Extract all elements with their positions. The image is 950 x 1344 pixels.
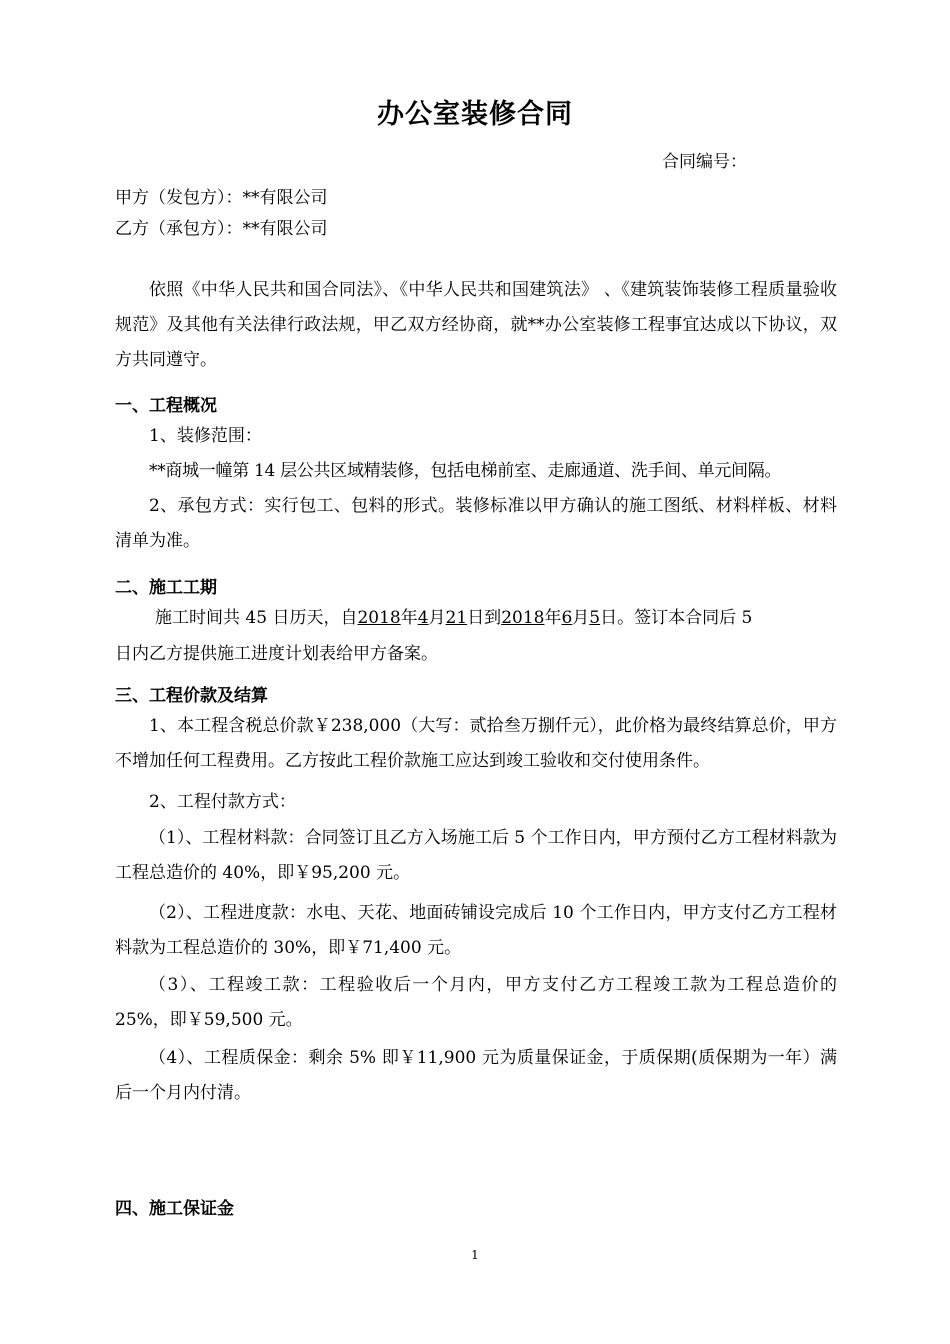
end-year: 2018: [501, 608, 545, 628]
payment-label: 2、工程付款方式：: [149, 792, 296, 812]
page-number: 1: [471, 1248, 479, 1262]
section1-heading: 一、工程概况: [115, 396, 217, 416]
start-year: 2018: [357, 608, 401, 628]
contract-number-label: 合同编号：: [662, 152, 747, 172]
schedule-line-2: 日内乙方提供施工进度计划表给甲方备案。: [115, 644, 438, 664]
scope-detail: **商城一幢第 14 层公共区域精装修，包括电梯前室、走廊通道、洗手间、单元间隔。: [149, 461, 782, 481]
document-title: 办公室装修合同: [377, 99, 573, 130]
scope-label: 1、装修范围：: [149, 426, 262, 446]
section4-heading: 四、施工保证金: [115, 1199, 234, 1219]
payment-2: （2）、工程进度款：水电、天花、地面砖铺设完成后 10 个工作日内，甲方支付乙方工程材料款为工程总造价的 30%，即￥71,400 元。: [115, 903, 837, 958]
schedule-text-2: 日。签订本合同后 5: [600, 608, 753, 628]
party-a: 甲方（发包方）：**有限公司: [115, 188, 328, 208]
schedule-line-1: [115, 601, 877, 636]
year-unit-2: 年: [544, 608, 562, 628]
section3-heading: 三、工程价款及结算: [115, 686, 268, 706]
month-unit-2: 月: [572, 608, 590, 628]
payment-3: （3）、工程竣工款：工程验收后一个月内，甲方支付乙方工程竣工款为工程总造价的 25%，即￥59,500 元。: [115, 975, 837, 1030]
month-unit: 月: [428, 608, 446, 628]
contract-mode: 2、承包方式：实行包工、包料的形式。装修标准以甲方确认的施工图纸、材料样板、材料清单为准。: [115, 496, 837, 551]
to-text: 日到: [467, 608, 502, 628]
year-unit: 年: [400, 608, 418, 628]
intro-paragraph: 依照《中华人民共和国合同法》、《中华人民共和国建筑法》 、《建筑装饰装修工程质量验收规范》及其他有关法律行政法规，甲乙双方经协商，就**办公室装修工程事宜达成以下协议，双方共同遵守。: [115, 280, 837, 370]
party-b: 乙方（承包方）：**有限公司: [115, 219, 328, 239]
start-day: 21: [445, 608, 468, 628]
total-price: 1、本工程含税总价款￥238,000（大写：贰拾叁万捌仟元），此价格为最终结算总价，甲方不增加任何工程费用。乙方按此工程价款施工应达到竣工验收和交付使用条件。: [115, 716, 837, 771]
payment-4: （4）、工程质保金：剩余 5% 即￥11,900 元为质量保证金，于质保期(质保期为一年）满后一个月内付清。: [115, 1048, 837, 1103]
payment-1: （1）、工程材料款：合同签订且乙方入场施工后 5 个工作日内，甲方预付乙方工程材料款为工程总造价的 40%，即￥95,200 元。: [115, 828, 837, 883]
section2-heading: 二、施工工期: [115, 578, 217, 598]
start-month: 4: [417, 608, 429, 628]
end-day: 5: [589, 608, 601, 628]
end-month: 6: [561, 608, 573, 628]
schedule-text-1: 施工时间共 45 日历天，自: [155, 608, 358, 628]
